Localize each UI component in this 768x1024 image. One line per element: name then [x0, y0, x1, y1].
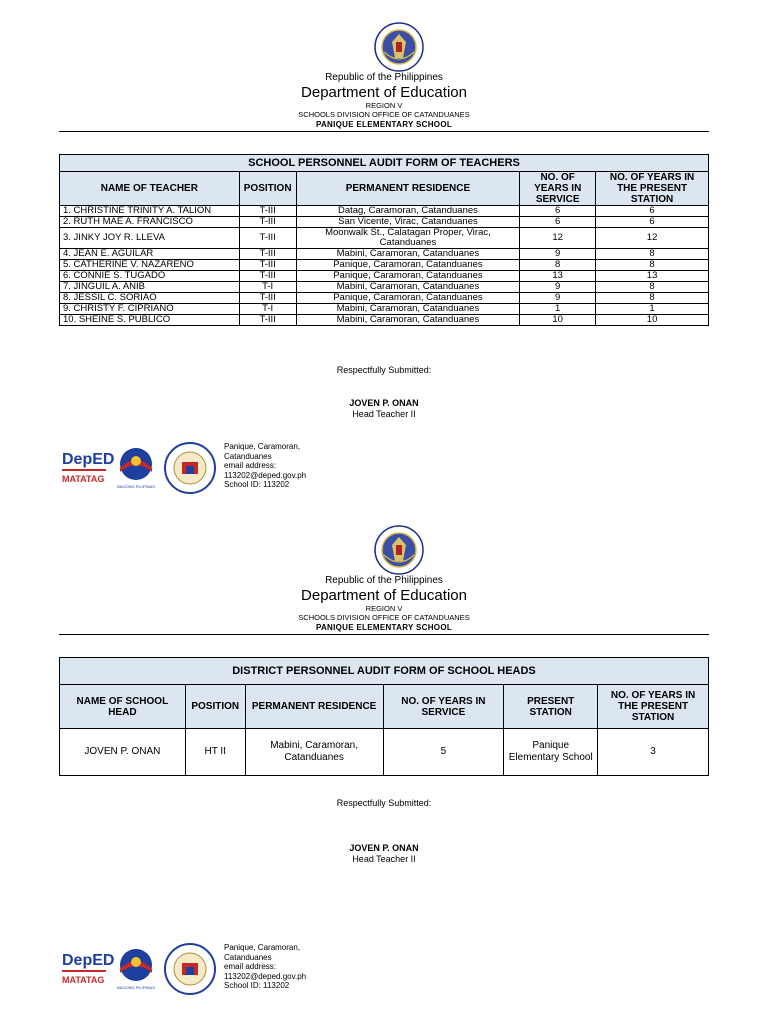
school-id: School ID: 113202 [224, 981, 290, 990]
table-cell: T-III [239, 228, 296, 249]
table-cell: T-III [239, 260, 296, 271]
division-text: SCHOOLS DIVISION OFFICE OF CATANDUANES [298, 110, 470, 119]
page-section-2 [0, 503, 768, 1015]
republic-text: Republic of the Philippines [325, 575, 443, 586]
svg-text:MATATAG: MATATAG [62, 474, 105, 484]
table-cell: 6 [596, 217, 709, 228]
table-cell: 3. JINKY JOY R. LLEVA [60, 228, 240, 249]
email-label: email address: [224, 461, 277, 470]
school-heads-audit-table [59, 657, 709, 776]
table-cell: 4. JEAN E. AGUILAR [60, 249, 240, 260]
table-cell: 13 [520, 271, 596, 282]
svg-text:BAGONG PILIPINAS: BAGONG PILIPINAS [117, 484, 155, 489]
table-cell: 2. RUTH MAE A. FRANCISCO [60, 217, 240, 228]
table-cell: T-III [239, 249, 296, 260]
table-cell: 8 [596, 249, 709, 260]
table-cell: 9 [520, 249, 596, 260]
deped-seal-icon [374, 525, 424, 575]
table-cell: 9. CHRISTY F. CIPRIANO [60, 304, 240, 315]
table-cell: Mabini, Caramoran, Catanduanes [245, 729, 383, 776]
teachers-audit-table [59, 154, 709, 326]
table-cell: 10 [596, 315, 709, 326]
column-header: PERMANENT RESIDENCE [296, 172, 520, 206]
column-header: NO. OF YEARS IN THE PRESENT STATION [598, 685, 709, 729]
table-cell: Mabini, Caramoran, Catanduanes [296, 282, 520, 293]
table-cell: Panique, Caramoran, Catanduanes [296, 260, 520, 271]
respectfully-submitted: Respectfully Submitted: [336, 365, 432, 375]
column-header: NO. OF YEARS IN SERVICE [383, 685, 504, 729]
table-cell: T-III [239, 315, 296, 326]
table-row [60, 217, 709, 228]
department-title: Department of Education [301, 587, 467, 604]
table-cell: 1. CHRISTINE TRINITY A. TALION [60, 206, 240, 217]
signatory-name: JOVEN P. ONAN [349, 843, 419, 853]
school-contact-info [224, 442, 364, 490]
table-cell: Moonwalk St., Calatagan Proper, Virac, Catanduanes [296, 228, 520, 249]
table-cell: 10. SHEINE S. PUBLICO [60, 315, 240, 326]
table-row [60, 282, 709, 293]
deped-matatag-logo-icon [60, 945, 115, 989]
school-contact-info [224, 943, 364, 991]
table-cell: 3 [598, 729, 709, 776]
column-header: POSITION [239, 172, 296, 206]
table-cell: 6. CONNIE S. TUGADO [60, 271, 240, 282]
deped-matatag-logo-icon [60, 444, 115, 488]
table-cell: Panique, Caramoran, Catanduanes [296, 293, 520, 304]
school-logo-icon [164, 943, 216, 995]
signatory-position: Head Teacher II [352, 409, 416, 419]
region-text: REGION V [365, 604, 403, 613]
table-row [60, 260, 709, 271]
table-cell: 10 [520, 315, 596, 326]
table-cell: HT II [185, 729, 245, 776]
department-title: Department of Education [301, 84, 467, 101]
table-cell: Mabini, Caramoran, Catanduanes [296, 304, 520, 315]
table-cell: Mabini, Caramoran, Catanduanes [296, 315, 520, 326]
respectfully-submitted: Respectfully Submitted: [336, 798, 432, 808]
table-row [60, 249, 709, 260]
table-title: SCHOOL PERSONNEL AUDIT FORM OF TEACHERS [60, 155, 709, 172]
table-cell: Panique, Caramoran, Catanduanes [296, 271, 520, 282]
table-cell: 13 [596, 271, 709, 282]
deped-seal-icon [374, 22, 424, 72]
table-title: DISTRICT PERSONNEL AUDIT FORM OF SCHOOL HEADS [60, 658, 709, 685]
table-cell: T-I [239, 282, 296, 293]
signatory-name: JOVEN P. ONAN [349, 398, 419, 408]
address-line-2: Catanduanes [224, 952, 272, 962]
email-address: 113202@deped.gov.ph [224, 971, 307, 981]
table-row [60, 228, 709, 249]
table-cell: JOVEN P. ONAN [60, 729, 186, 776]
division-text: SCHOOLS DIVISION OFFICE OF CATANDUANES [298, 613, 470, 622]
table-row [60, 293, 709, 304]
table-cell: T-III [239, 293, 296, 304]
table-cell: 12 [520, 228, 596, 249]
address-line-1: Panique, Caramoran, [224, 442, 301, 451]
table-row [60, 304, 709, 315]
table-row [60, 315, 709, 326]
table-cell: T-I [239, 304, 296, 315]
bagong-pilipinas-logo-icon [116, 444, 156, 490]
table-cell: 12 [596, 228, 709, 249]
table-cell: T-III [239, 206, 296, 217]
table-cell: 8. JESSIL C. SORIAO [60, 293, 240, 304]
header-divider [59, 131, 709, 132]
table-cell: San Vicente, Virac, Catanduanes [296, 217, 520, 228]
address-line-2: Catanduanes [224, 451, 272, 461]
svg-text:DepED: DepED [62, 451, 115, 468]
table-cell: 9 [520, 282, 596, 293]
table-cell: 8 [596, 260, 709, 271]
table-cell: Datag, Caramoran, Catanduanes [296, 206, 520, 217]
column-header: PRESENT STATION [504, 685, 598, 729]
column-header: PERMANENT RESIDENCE [245, 685, 383, 729]
table-cell: 1 [520, 304, 596, 315]
table-cell: 1 [596, 304, 709, 315]
svg-text:DepED: DepED [62, 952, 115, 969]
email-label: email address: [224, 962, 277, 971]
signatory-position: Head Teacher II [352, 854, 416, 864]
table-cell: T-III [239, 271, 296, 282]
column-header: NAME OF TEACHER [60, 172, 240, 206]
school-id: School ID: 113202 [224, 480, 290, 489]
column-header: NO. OF YEARS IN THE PRESENT STATION [596, 172, 709, 206]
table-cell: Mabini, Caramoran, Catanduanes [296, 249, 520, 260]
column-header: NAME OF SCHOOL HEAD [60, 685, 186, 729]
table-cell: 5 [383, 729, 504, 776]
table-cell: 8 [596, 282, 709, 293]
school-name: PANIQUE ELEMENTARY SCHOOL [315, 120, 453, 129]
table-cell: 7. JINGUIL A. ANIB [60, 282, 240, 293]
svg-text:BAGONG PILIPINAS: BAGONG PILIPINAS [117, 985, 155, 990]
table-row [60, 271, 709, 282]
table-row [60, 729, 709, 776]
republic-text: Republic of the Philippines [325, 72, 443, 83]
table-cell: 9 [520, 293, 596, 304]
table-cell: 6 [520, 206, 596, 217]
column-header: POSITION [185, 685, 245, 729]
email-address: 113202@deped.gov.ph [224, 470, 307, 480]
footer [60, 442, 360, 502]
svg-text:MATATAG: MATATAG [62, 975, 105, 985]
table-cell: Panique Elementary School [504, 729, 598, 776]
school-name: PANIQUE ELEMENTARY SCHOOL [315, 623, 453, 632]
table-row [60, 206, 709, 217]
table-cell: 6 [596, 206, 709, 217]
column-header: NO. OF YEARS IN SERVICE [520, 172, 596, 206]
region-text: REGION V [365, 101, 403, 110]
table-cell: 8 [596, 293, 709, 304]
teachers-table-body [60, 206, 709, 326]
table-cell: 6 [520, 217, 596, 228]
table-cell: 8 [520, 260, 596, 271]
table-cell: 5. CATHERINE V. NAZARENO [60, 260, 240, 271]
header-divider [59, 634, 709, 635]
table-cell: T-III [239, 217, 296, 228]
school-logo-icon [164, 442, 216, 494]
address-line-1: Panique, Caramoran, [224, 943, 301, 952]
bagong-pilipinas-logo-icon [116, 945, 156, 991]
footer [60, 943, 360, 1003]
